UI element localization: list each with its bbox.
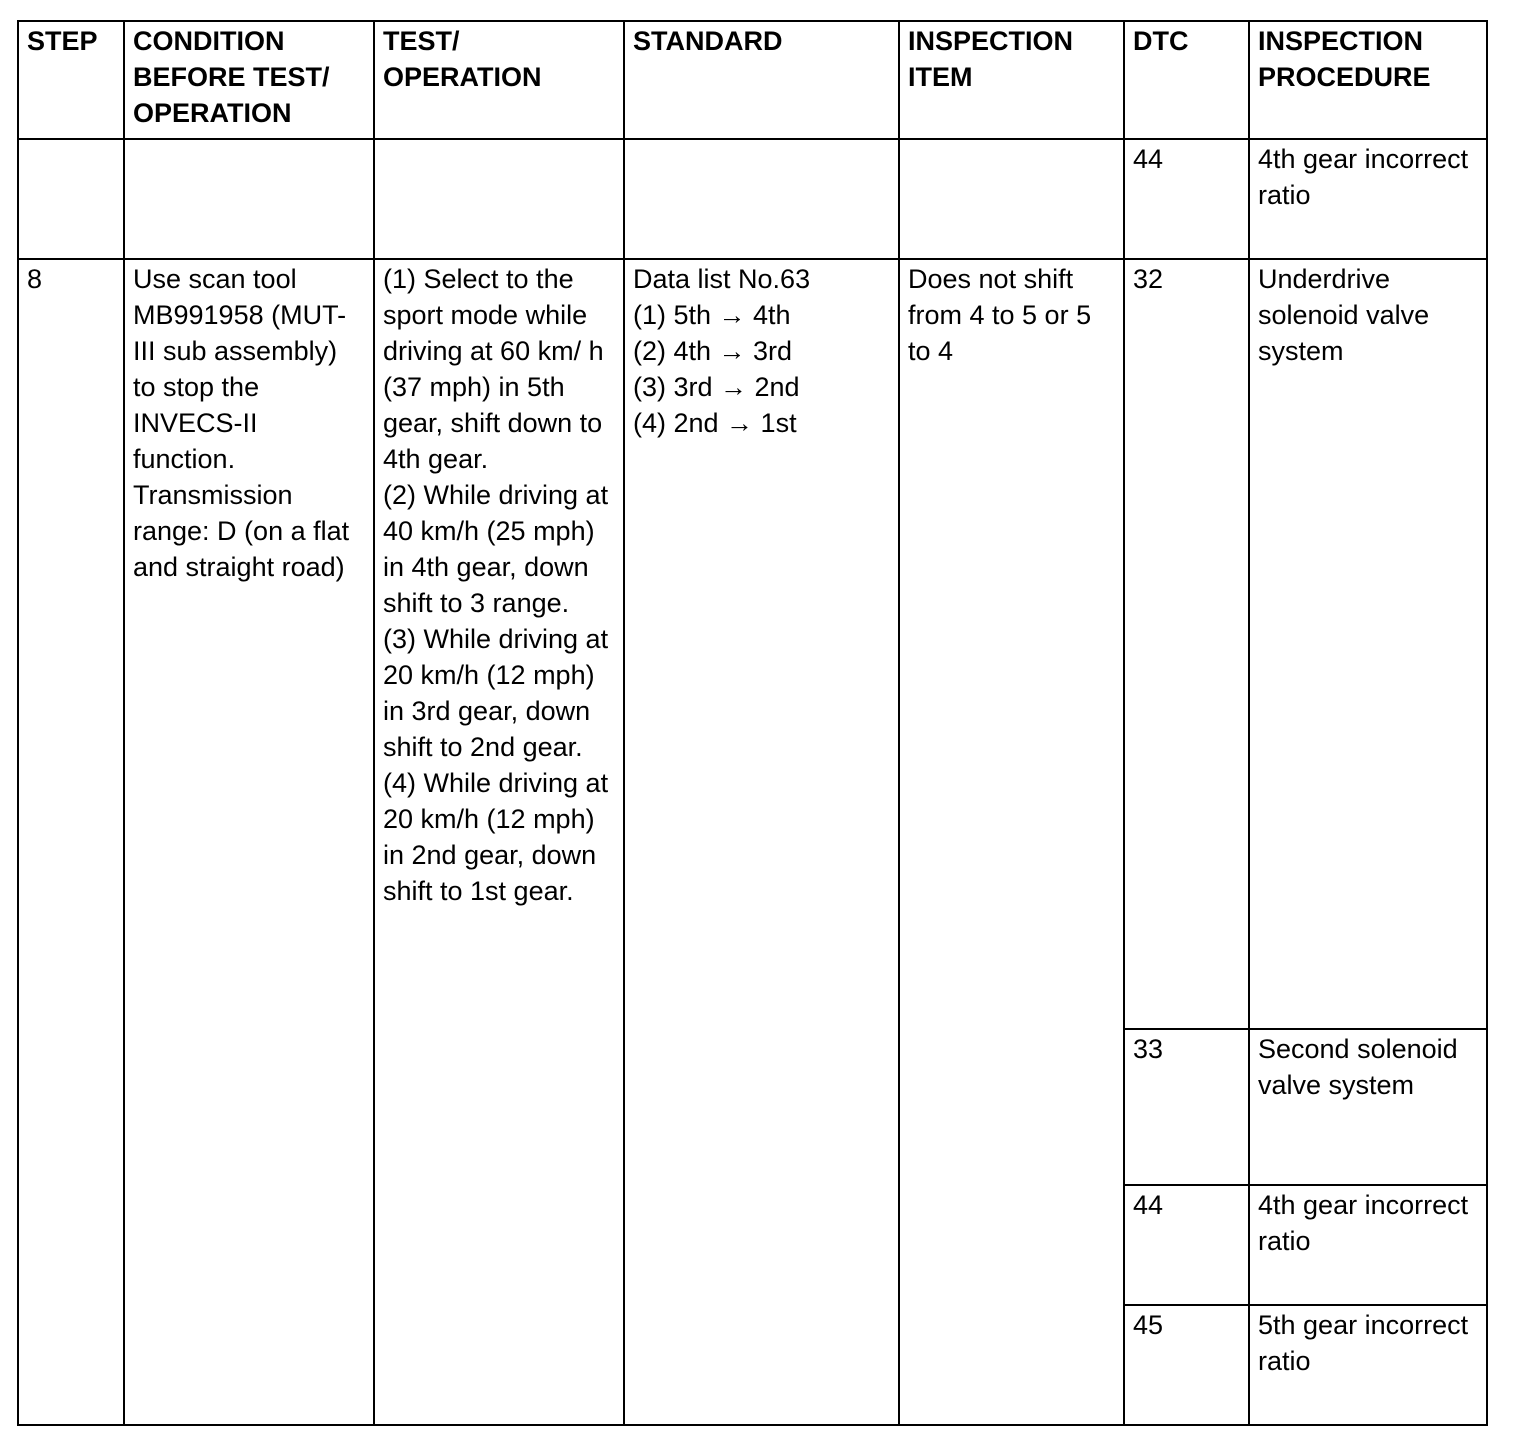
test-operation-cell: (1) Select to the sport mode while driving at 60 km/ h (37 mph) in 5th gear, shift down to 4th gear. (2) While driving at 40 km/h (25 mph) in 4th gear, down shift to 3 range. (3) While driving at 20 km/h (12 mph) in 3rd gear, down shift to 2nd gear. (4) While driving at 20 km/h (12 mph) in 2nd gear, down shift to 1st gear. [374,259,624,1425]
header-test: TEST/ OPERATION [374,21,624,139]
header-inspection-procedure: INSPECTION PROCEDURE [1249,21,1487,139]
header-condition: CONDITION BEFORE TEST/ OPERATION [124,21,374,139]
inspection-item-cell: Does not shift from 4 to 5 or 5 to 4 [899,259,1124,1425]
empty-cell [899,139,1124,259]
procedure-cell: 4th gear incorrect ratio [1249,139,1487,259]
dtc-cell: 45 [1124,1305,1249,1425]
empty-cell [374,139,624,259]
empty-cell [124,139,374,259]
table-row-step-8 [18,259,1487,1029]
header-row [18,21,1487,139]
dtc-cell: 44 [1124,1185,1249,1305]
header-step: STEP [18,21,124,139]
procedure-cell: 5th gear incorrect ratio [1249,1305,1487,1425]
inspection-table [17,20,1488,1426]
procedure-cell: Underdrive solenoid valve system [1249,259,1487,1029]
header-standard: STANDARD [624,21,899,139]
dtc-cell: 32 [1124,259,1249,1029]
dtc-cell: 33 [1124,1029,1249,1185]
dtc-cell: 44 [1124,139,1249,259]
condition-cell: Use scan tool MB991958 (MUT-III sub assembly) to stop the INVECS-II function. Transmission range: D (on a flat and straight road) [124,259,374,1425]
header-dtc: DTC [1124,21,1249,139]
step-cell: 8 [18,259,124,1425]
header-inspection-item: INSPECTION ITEM [899,21,1124,139]
procedure-cell: Second solenoid valve system [1249,1029,1487,1185]
procedure-cell: 4th gear incorrect ratio [1249,1185,1487,1305]
table-row-continued [18,139,1487,259]
empty-cell [624,139,899,259]
standard-cell: Data list No.63 (1) 5th → 4th (2) 4th → 3rd (3) 3rd → 2nd (4) 2nd → 1st [624,259,899,1425]
empty-cell [18,139,124,259]
